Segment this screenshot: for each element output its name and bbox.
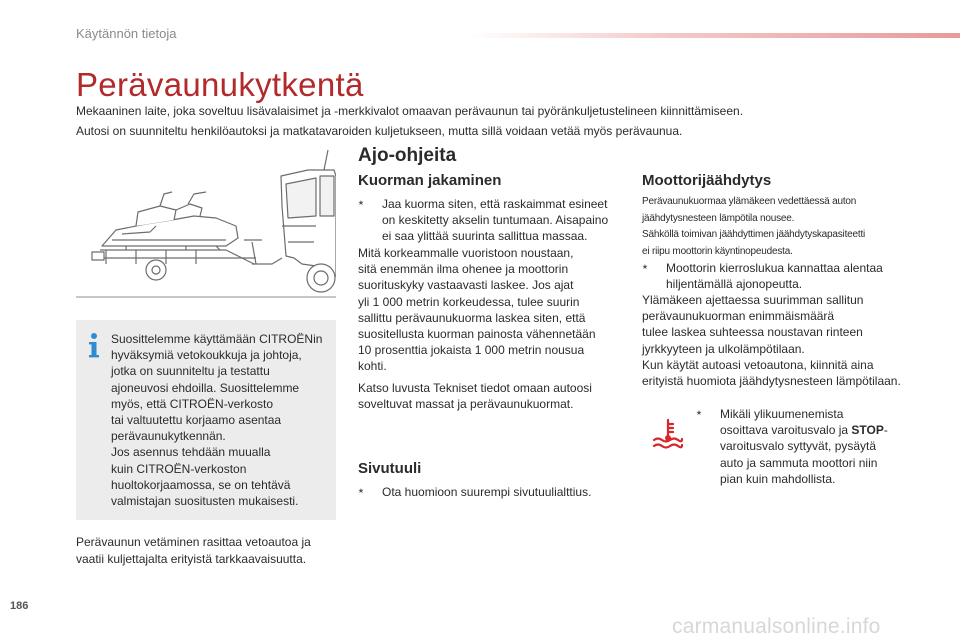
warning-text-post: - varoitusvalo syttyvät, pysäytä auto ja sammuta moottori niin pian kuin mahdollista. [720,423,888,486]
info-icon [84,330,104,360]
ajo-heading: Ajo-ohjeita [358,145,457,166]
moottori-paragraph: Ylämäkeen ajettaessa suurimman sallitun perävaunukuorman enimmäismäärä tulee laskea suhteessa noustavan rinteen jyrkkyyteen ja ulkolämpötilaan. Kun käytät autoasi vetoautona, kiinnitä aina erityistä huomiota jäähdytysnesteen lämpötilaan. [642,293,901,389]
sivutuuli-bullet [358,484,628,500]
left-note: Perävaunun vetäminen rasittaa vetoautoa ja vaatii kuljettajalta erityistä tarkkaavaisuutta. [76,535,311,566]
intro-line-1: Mekaaninen laite, joka soveltuu lisävalaisimet ja -merkkivalot omaavan perävaunun tai pyöränkuljetustelineen kiinnittämiseen. [76,104,744,118]
kuorman-paragraph-1: Mitä korkeammalle vuoristoon noustaan, sitä enemmän ilma ohenee ja moottorin suorituskyky vastaavasti laskee. Jos ajat yli 1 000 metrin korkeudessa, tulee suurin sallittu perävaunukuorma laskea siten, että suositellusta kuorman painosta vähennetään 10 prosenttia jokaista 1 000 metrin nousua kohti. [358,246,596,374]
header-accent-bar [470,33,960,38]
stop-label: STOP [851,423,884,438]
page-title: Perävaunukytkentä [76,66,364,103]
trailer-jetski-illustration [76,146,336,296]
bullet-marker: ⭑ [642,261,648,273]
section-label: Käytännön tietoja [76,26,177,41]
watermark: carmanualsonline.info [672,615,881,638]
warning-text [720,406,888,487]
sivutuuli-bullet-text: Ota huomioon suurempi sivutuulialttius. [382,485,592,499]
kuorman-heading: Kuorman jakaminen [358,172,502,189]
sivutuuli-heading: Sivutuuli [358,460,422,477]
illustration-divider [76,296,336,298]
coolant-temperature-icon [651,418,685,450]
info-box-text: Suosittelemme käyttämään CITROËNin hyväksymiä vetokoukkuja ja johtoja, jotka on suunniteltu ja testattu ajoneuvosi ehdoilla. Suosittelemme myös, että CITROËN-verkosto tai valtuutettu korjaamo asentaa perävaunukytkennän. Jos asennus tehdään muualla kuin CITROËN-verkoston huoltokorjaamossa, se on tehtävä valmistajan suositusten mukaisesti. [111,332,323,509]
kuorman-bullet [358,196,628,245]
intro-line-2: Autosi on suunniteltu henkilöautoksi ja matkatavaroiden kuljetukseen, mutta sillä voidaan vetää myös perävaunua. [76,124,683,138]
moottori-small-text: Perävaunukuormaa ylämäkeen vedettäessä auton jäähdytysnesteen lämpötila nousee. Sähköllä toimivan jäähdyttimen jäähdytyskapasiteetti ei riipu moottorin käyntinopeudesta. [642,196,866,257]
warning-bullet [696,406,926,487]
kuorman-paragraph-2: Katso luvusta Tekniset tiedot omaan autoosi soveltuvat massat ja perävaunukuormat. [358,381,592,412]
moottori-heading: Moottorijäähdytys [642,172,772,189]
moottori-bullet [642,260,942,292]
bullet-marker: ⭑ [358,197,364,209]
warning-text-pre: Mikäli ylikuumenemista osoittava varoitusvalo ja [720,407,849,438]
page-number: 186 [10,600,29,612]
bullet-marker: ⭑ [696,407,702,419]
kuorman-bullet-text: Jaa kuorma siten, että raskaimmat esineet on keskitetty akselin tuntumaan. Aisapaino ei saa ylittää suurinta sallittua massaa. [382,197,609,244]
bullet-marker: ⭑ [358,485,364,497]
moottori-bullet-text: Moottorin kierroslukua kannattaa alentaa hiljentämällä ajonopeutta. [666,261,883,292]
